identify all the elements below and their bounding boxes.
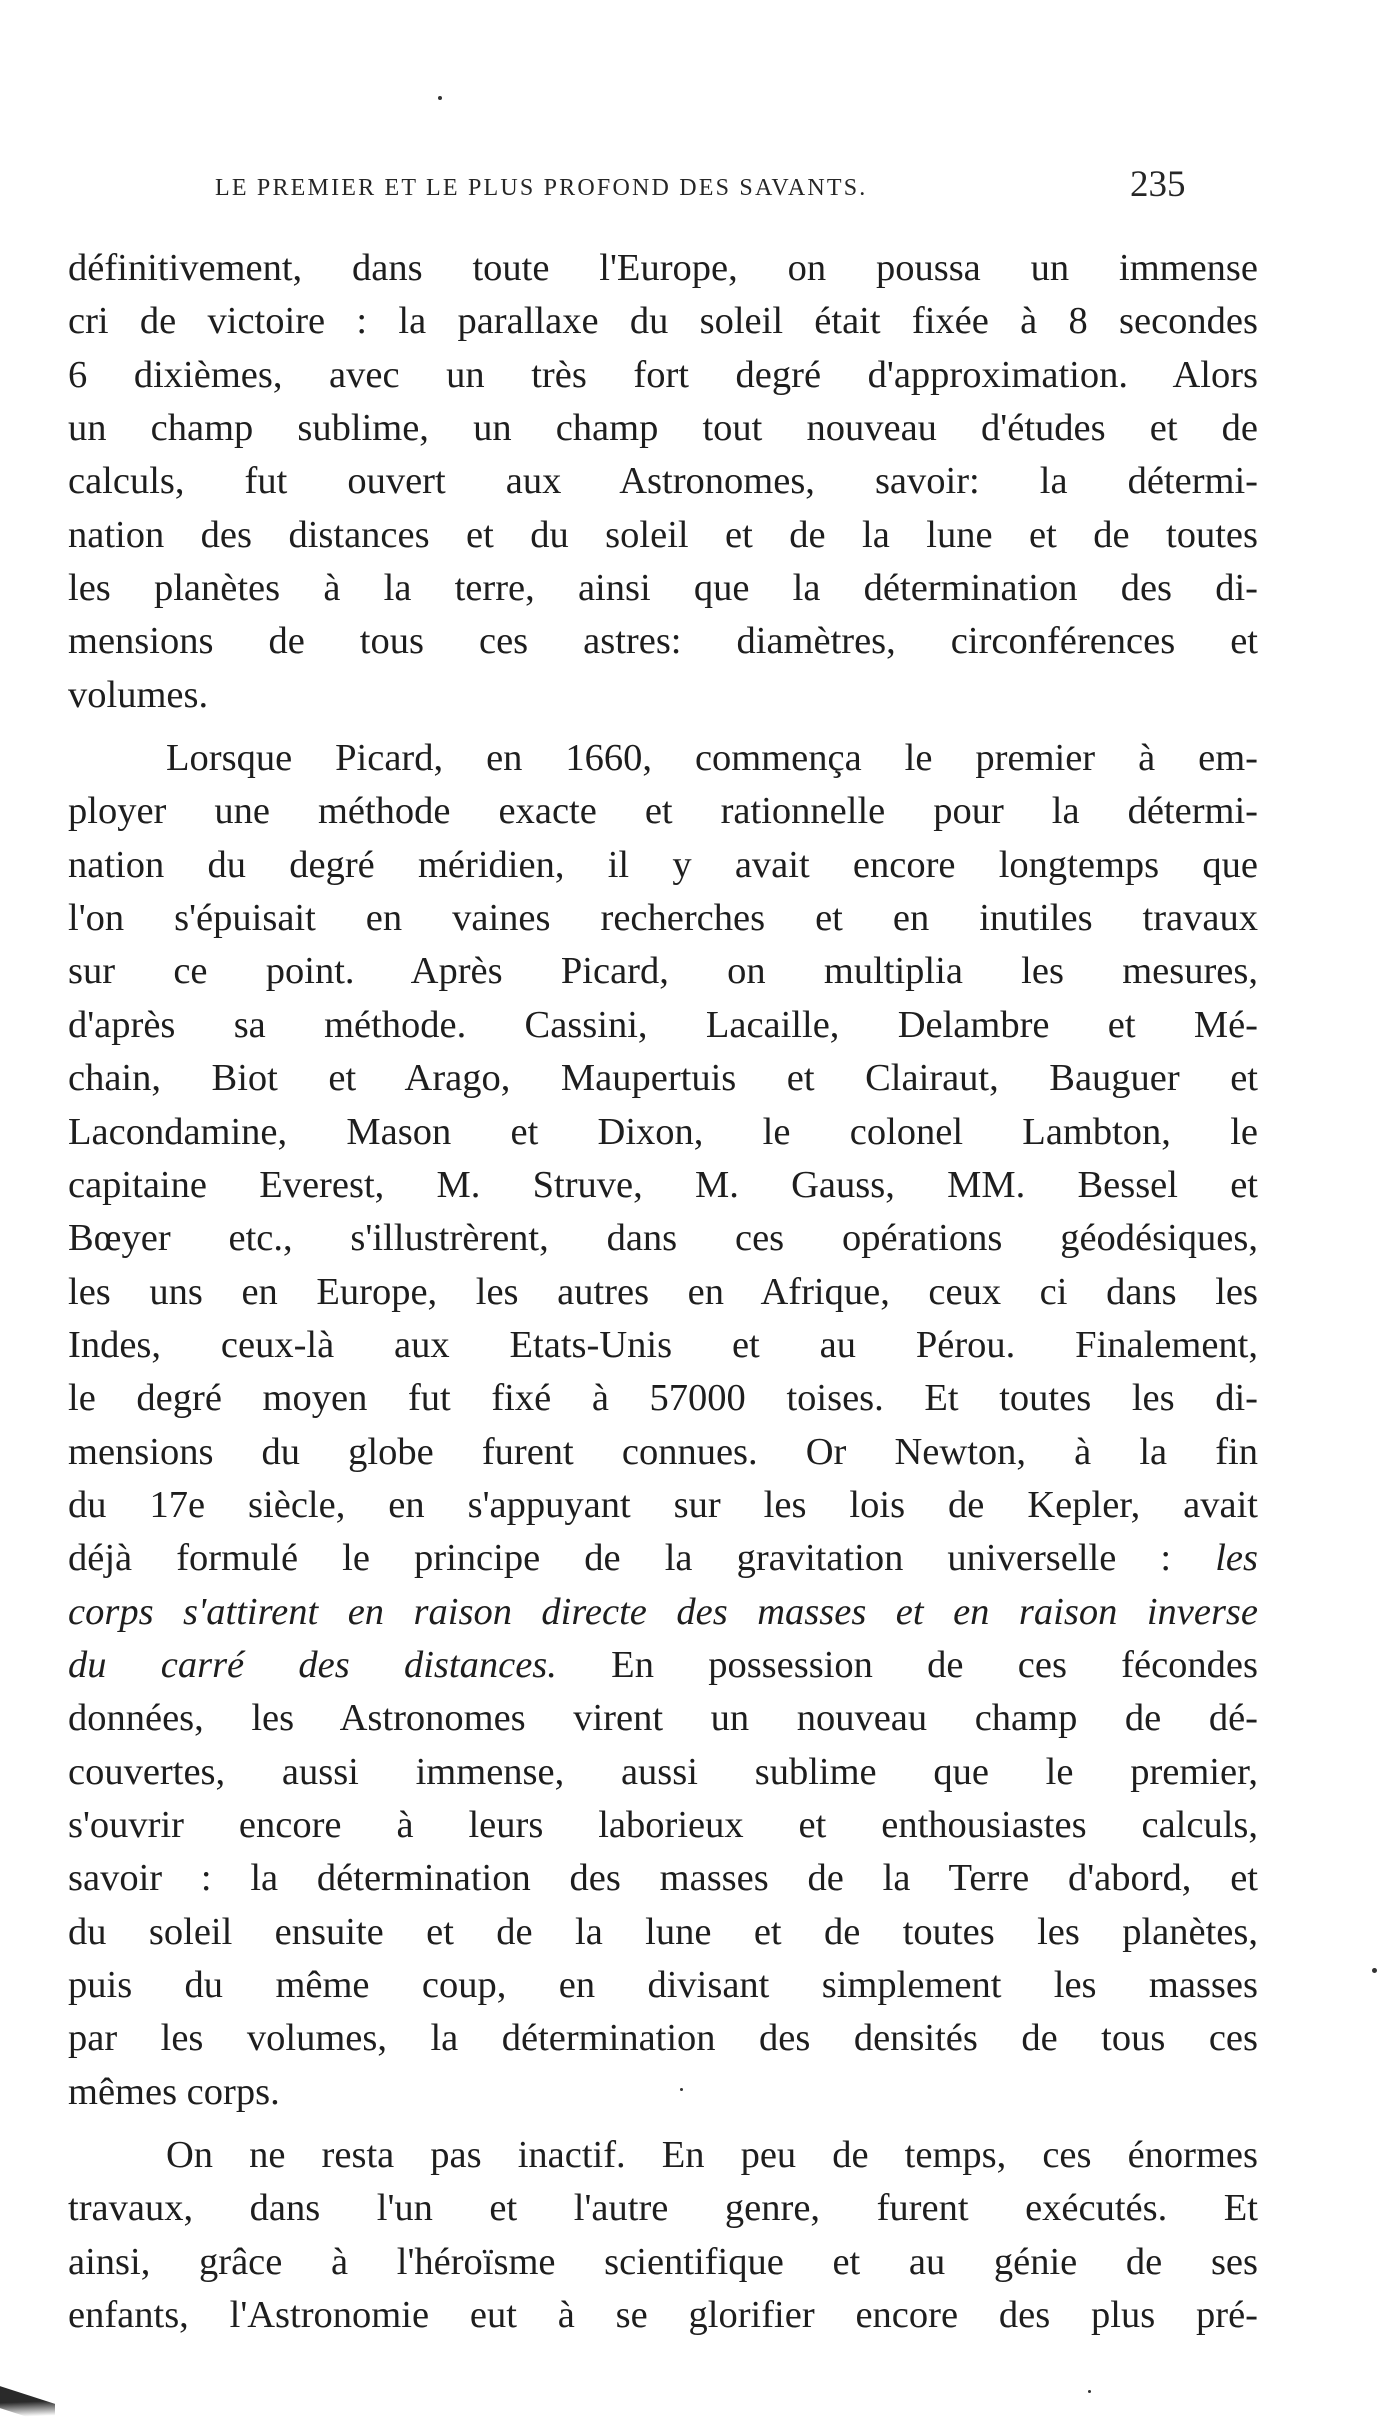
text-line: d'après sa méthode. Cassini, Lacaille, Delambre et Mé- (68, 1003, 1258, 1046)
text-line: s'ouvrir encore à leurs laborieux et enthousiastes calculs, (68, 1803, 1258, 1846)
text-line: les uns en Europe, les autres en Afrique, ceux ci dans les (68, 1270, 1258, 1313)
text-line: On ne resta pas inactif. En peu de temps, ces énormes (166, 2134, 1258, 2177)
italic-segment: les (1215, 1537, 1258, 1580)
text-line: le degré moyen fut fixé à 57000 toises. Et toutes les di- (68, 1377, 1258, 1420)
italic-line: corps s'attirent en raison directe des masses et en raison inverse (68, 1590, 1258, 1633)
text-line: Indes, ceux-là aux Etats-Unis et au Pérou. Finalement, (68, 1323, 1258, 1366)
text-line: données, les Astronomes virent un nouveau champ de dé- (68, 1697, 1258, 1740)
text-line: volumes. (68, 673, 209, 716)
body-text (68, 242, 1258, 2342)
text-line: 6 dixièmes, avec un très fort degré d'approximation. Alors (68, 353, 1258, 396)
page-number: 235 (1130, 164, 1186, 205)
text-line: Lacondamine, Mason et Dixon, le colonel Lambton, le (68, 1110, 1258, 1153)
text-line: Lorsque Picard, en 1660, commença le premier à em- (166, 737, 1258, 780)
text-line: nation des distances et du soleil et de la lune et de toutes (68, 513, 1258, 556)
text-line: par les volumes, la détermination des densités de tous ces (68, 2017, 1258, 2060)
print-speck (1372, 1968, 1377, 1973)
text-line: capitaine Everest, M. Struve, M. Gauss, MM. Bessel et (68, 1163, 1258, 1206)
print-speck (680, 2088, 683, 2091)
text-line: les planètes à la terre, ainsi que la détermination des di- (68, 567, 1258, 610)
text-line: du soleil ensuite et de la lune et de toutes les planètes, (68, 1910, 1258, 1953)
text-line: définitivement, dans toute l'Europe, on poussa un immense (68, 247, 1258, 289)
text-segment: En possession de ces fécondes (611, 1643, 1259, 1686)
text-line: l'on s'épuisait en vaines recherches et en inutiles travaux (68, 897, 1258, 940)
paragraph-gap (68, 722, 1258, 732)
print-speck (438, 96, 442, 100)
text-line: nation du degré méridien, il y avait encore longtemps que (68, 843, 1258, 886)
italic-segment: du carré des distances. (68, 1643, 557, 1686)
text-line: sur ce point. Après Picard, on multiplia les mesures, (68, 950, 1258, 993)
text-line (68, 1532, 1258, 1585)
text-line: ployer une méthode exacte et rationnelle pour la détermi- (68, 790, 1258, 833)
text-line: Bœyer etc., s'illustrèrent, dans ces opérations géodésiques, (68, 1217, 1258, 1260)
text-line: un champ sublime, un champ tout nouveau d'études et de (68, 407, 1258, 450)
text-line: mêmes corps. (68, 2070, 280, 2113)
text-line: puis du même coup, en divisant simplement les masses (68, 1964, 1258, 2006)
text-line: chain, Biot et Arago, Maupertuis et Clairaut, Bauguer et (68, 1057, 1258, 1100)
running-title: LE PREMIER ET LE PLUS PROFOND DES SAVANTS. (215, 175, 868, 201)
text-line (68, 1639, 1258, 1692)
page-edge-shadow (0, 2386, 55, 2426)
paragraph-gap (68, 2119, 1258, 2129)
text-line: ainsi, grâce à l'héroïsme scientifique et au génie de ses (68, 2240, 1258, 2283)
text-line: du 17e siècle, en s'appuyant sur les lois de Kepler, avait (68, 1483, 1258, 1526)
print-speck (1088, 2390, 1091, 2393)
text-line: calculs, fut ouvert aux Astronomes, savoir: la détermi- (68, 460, 1258, 503)
text-line: mensions de tous ces astres: diamètres, circonférences et (68, 620, 1258, 663)
text-line: mensions du globe furent connues. Or Newton, à la fin (68, 1430, 1258, 1473)
text-line: enfants, l'Astronomie eut à se glorifier encore des plus pré- (68, 2294, 1258, 2337)
text-line: savoir : la détermination des masses de la Terre d'abord, et (68, 1857, 1258, 1900)
text-line: couvertes, aussi immense, aussi sublime que le premier, (68, 1750, 1258, 1793)
text-segment: déjà formulé le principe de la gravitation universelle : (68, 1537, 1172, 1580)
text-line: travaux, dans l'un et l'autre genre, furent exécutés. Et (68, 2187, 1258, 2230)
text-line: cri de victoire : la parallaxe du soleil était fixée à 8 secondes (68, 300, 1258, 343)
